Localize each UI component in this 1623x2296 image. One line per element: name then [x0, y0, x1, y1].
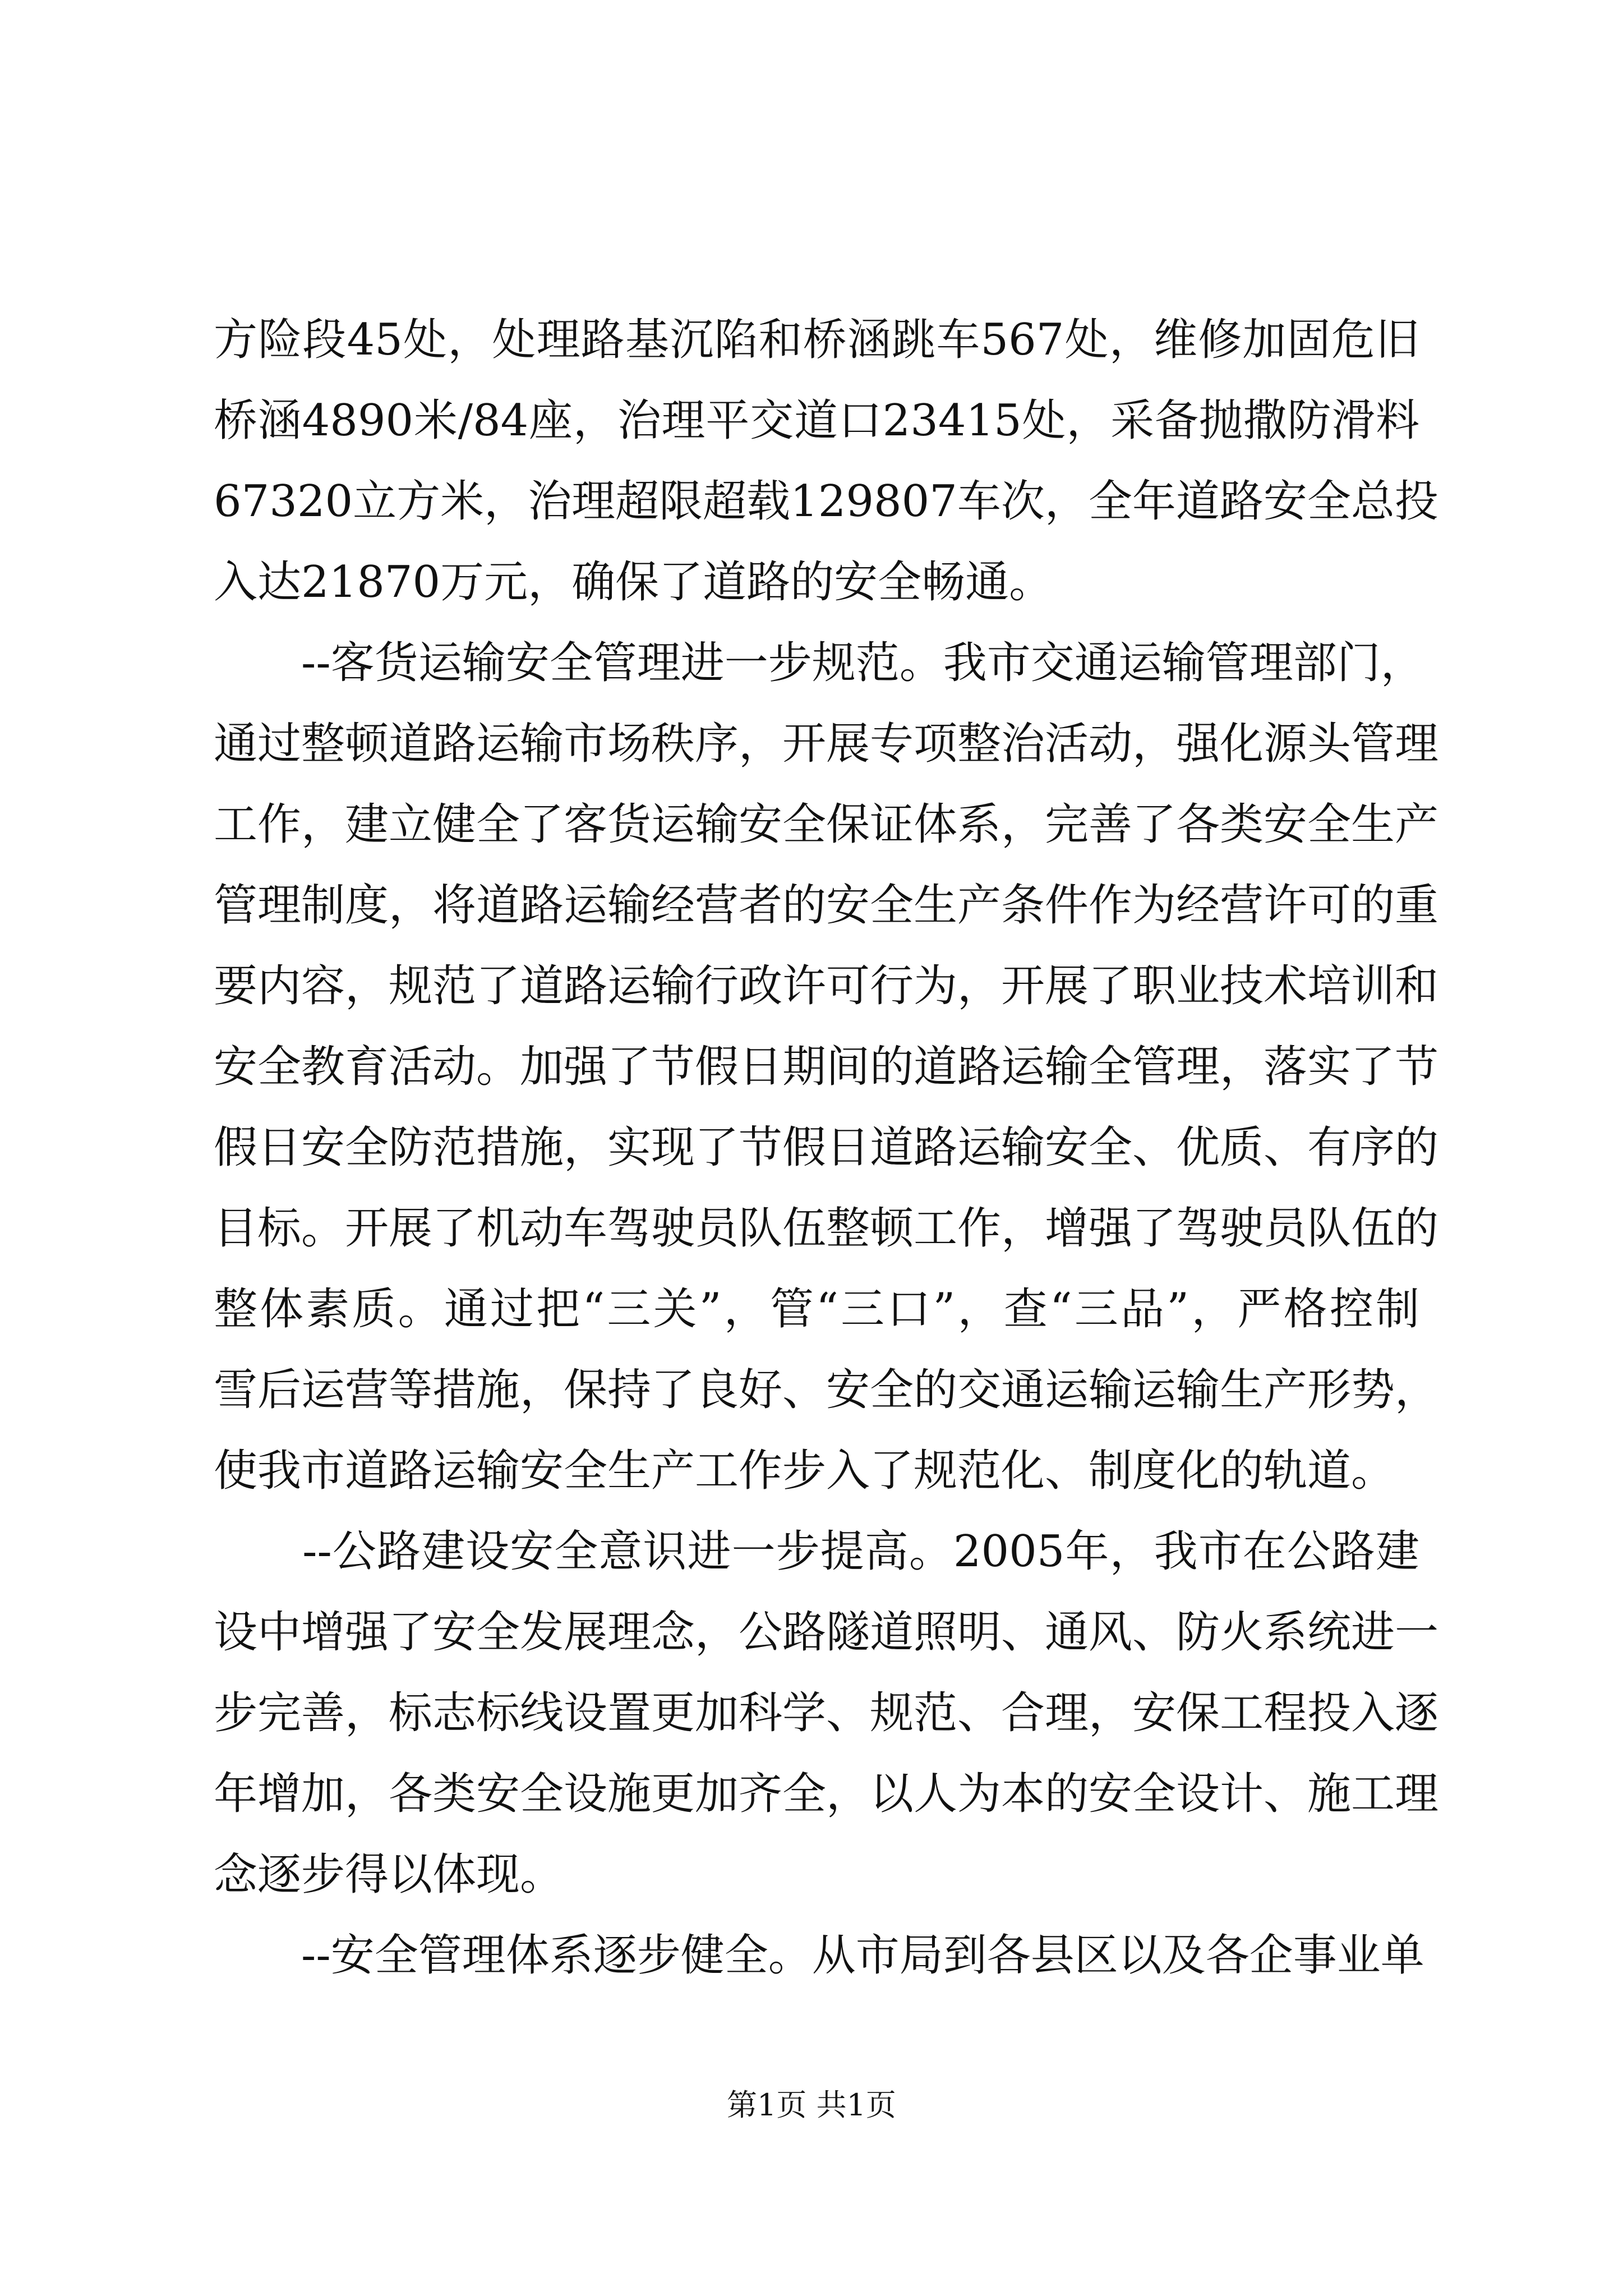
document-body: [214, 300, 1439, 1996]
paragraph-1: [214, 300, 1438, 623]
text-line: 安全教育活动。加强了节假日期间的道路运输全管理，落实了节: [214, 1042, 1439, 1092]
text-line: 假日安全防范措施，实现了节假日道路运输安全、优质、有序的: [214, 1122, 1439, 1173]
text-line: 67320立方米，治理超限超载129807车次，全年道路安全总投: [214, 476, 1438, 527]
text-line: 步完善，标志标线设置更加科学、规范、合理，安保工程投入逐: [214, 1688, 1439, 1738]
text-line: 通过整顿道路运输市场秩序，开展专项整治活动，强化源头管理: [214, 719, 1439, 769]
text-line: --安全管理体系逐步健全。从市局到各县区以及各企事业单: [214, 1930, 1424, 1981]
text-line: 要内容，规范了道路运输行政许可行为，开展了职业技术培训和: [214, 961, 1439, 1011]
paragraph-3: [214, 1511, 1439, 1915]
text-line: 桥涵4890米/84座，治理平交道口23415处，采备抛撒防滑料: [214, 395, 1419, 446]
text-line: 使我市道路运输安全生产工作步入了规范化、制度化的轨道。: [214, 1446, 1395, 1496]
text-line: --客货运输安全管理进一步规范。我市交通运输管理部门，: [214, 638, 1424, 688]
text-line: 念逐步得以体现。: [214, 1849, 564, 1900]
paragraph-2: [214, 623, 1439, 1511]
text-line: 方险段45处，处理路基沉陷和桥涵跳车567处，维修加固危旧: [214, 315, 1419, 365]
text-line: 雪后运营等措施，保持了良好、安全的交通运输运输生产形势，: [214, 1365, 1439, 1415]
page-footer: 第1页 共1页: [727, 2087, 896, 2123]
text-line: 工作，建立健全了客货运输安全保证体系，完善了各类安全生产: [214, 799, 1439, 850]
text-line: --公路建设安全意识进一步提高。2005年，我市在公路建: [214, 1526, 1419, 1577]
paragraph-4: [214, 1915, 1424, 1996]
text-line: 年增加，各类安全设施更加齐全，以人为本的安全设计、施工理: [214, 1769, 1439, 1819]
text-line: 管理制度，将道路运输经营者的安全生产条件作为经营许可的重: [214, 880, 1439, 931]
text-line: 整体素质。通过把“三关”，管“三口”，查“三品”，严格控制: [214, 1284, 1419, 1335]
text-line: 入达21870万元，确保了道路的安全畅通。: [214, 557, 1053, 608]
text-line: 目标。开展了机动车驾驶员队伍整顿工作，增强了驾驶员队伍的: [214, 1203, 1439, 1254]
text-line: 设中增强了安全发展理念，公路隧道照明、通风、防火系统进一: [214, 1607, 1439, 1658]
